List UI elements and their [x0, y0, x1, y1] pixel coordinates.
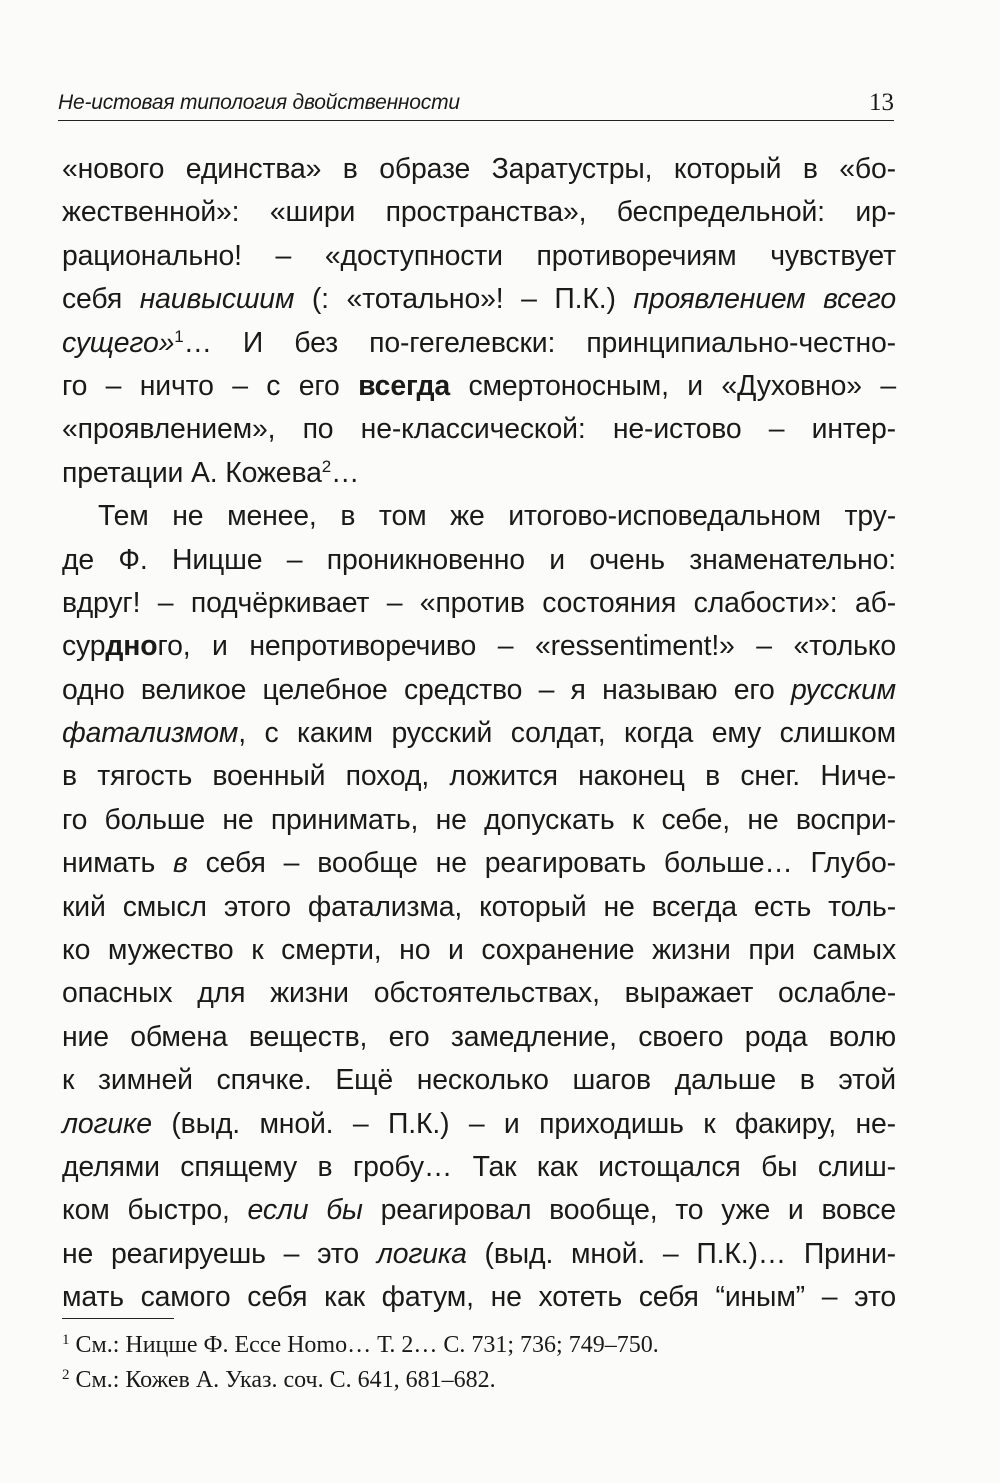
running-title: Не-истовая типология двойственности	[58, 91, 460, 114]
text-line: кий смысл этого фатализма, который не всегда есть толь-	[62, 890, 896, 923]
italic-emphasis: в	[173, 847, 188, 880]
footnote-divider	[62, 1318, 174, 1319]
text-line: Тем не менее, в том же итогово-исповедальном тру-	[98, 500, 896, 533]
text-line: жественной»: «шири пространства», беспредельной: ир-	[62, 196, 896, 229]
text-line: логике (выд. мной. – П.К.) – и приходишь к факиру, не-	[62, 1107, 896, 1140]
italic-emphasis: фатализмом	[62, 717, 239, 750]
footnote-1	[62, 1328, 896, 1363]
italic-emphasis: логика	[376, 1237, 467, 1270]
footnote-text: См.: Ницше Ф. Ecce Homo… Т. 2… С. 731; 736; 749–750.	[69, 1332, 659, 1358]
text-line: не реагируешь – это логика (выд. мной. – П.К.)… Прини-	[62, 1237, 896, 1270]
text-line: одно великое целебное средство – я называю его русским	[62, 673, 896, 706]
text-line: претации А. Кожева$^2$…	[62, 456, 360, 489]
footnote-mark: 2	[62, 1367, 70, 1383]
text-line: сущего»$^1$… И без по-гегелевски: принципиально-честно-	[62, 326, 896, 359]
italic-emphasis: проявлением всего	[633, 283, 896, 316]
footnote-mark: 1	[62, 1332, 70, 1348]
bold-emphasis: дно	[105, 630, 158, 663]
text-line: сурдного, и непротиворечиво – «ressentiment!» – «только	[62, 630, 896, 663]
text-line: рационально! – «доступности противоречиям чувствует	[62, 239, 896, 272]
footnote-2	[62, 1363, 896, 1398]
bold-emphasis: всегда	[358, 369, 451, 402]
text-line: го больше не принимать, не допускать к себе, не воспри-	[62, 803, 896, 836]
text-line: нимать в себя – вообще не реагировать больше… Глубо-	[62, 847, 896, 880]
footnote-ref: 2	[321, 456, 332, 476]
text-line: «проявлением», по не-классической: не-истово – интер-	[62, 413, 896, 446]
italic-emphasis: наивысшим	[139, 283, 295, 316]
text-line: в тягость военный поход, ложится наконец в снег. Ниче-	[62, 760, 896, 793]
italic-emphasis: логике	[62, 1107, 152, 1140]
page-number: 13	[869, 89, 894, 116]
text-line: опасных для жизни обстоятельствах, выражает ослабле-	[62, 977, 896, 1010]
text-line: мать самого себя как фатум, не хотеть себя “иным” – это	[62, 1281, 896, 1314]
text-line: себя наивысшим (: «тотально»! – П.К.) проявлением всего	[62, 283, 896, 316]
italic-emphasis: сущего»	[62, 326, 175, 359]
text-line: вдруг! – подчёркивает – «против состояния слабости»: аб-	[62, 586, 896, 619]
text-line: ко мужество к смерти, но и сохранение жизни при самых	[62, 934, 896, 967]
text-line: «нового единства» в образе Заратустры, который в «бо-	[62, 153, 896, 185]
footnote-ref: 1	[174, 326, 184, 346]
italic-emphasis: если бы	[247, 1194, 363, 1227]
footnotes	[62, 1328, 896, 1398]
text-line: к зимней спячке. Ещё несколько шагов дальше в этой	[62, 1064, 896, 1097]
text-line: ком быстро, если бы реагировал вообще, то уже и вовсе	[62, 1194, 896, 1227]
main-text	[62, 148, 896, 1320]
text-line: де Ф. Ницше – проникновенно и очень знаменательно:	[62, 543, 896, 576]
text-line: ние обмена веществ, его замедление, своего рода волю	[62, 1020, 896, 1053]
text-line: го – ничто – с его всегда смертоносным, и «Духовно» –	[62, 369, 896, 402]
italic-emphasis: русским	[790, 673, 896, 706]
text-line: фатализмом, с каким русский солдат, когда ему слишком	[62, 717, 896, 750]
footnote-text: См.: Кожев А. Указ. соч. С. 641, 681–682.	[69, 1367, 496, 1393]
text-line: делями спящему в гробу… Так как истощался бы слиш-	[62, 1150, 896, 1183]
running-header	[58, 84, 894, 121]
